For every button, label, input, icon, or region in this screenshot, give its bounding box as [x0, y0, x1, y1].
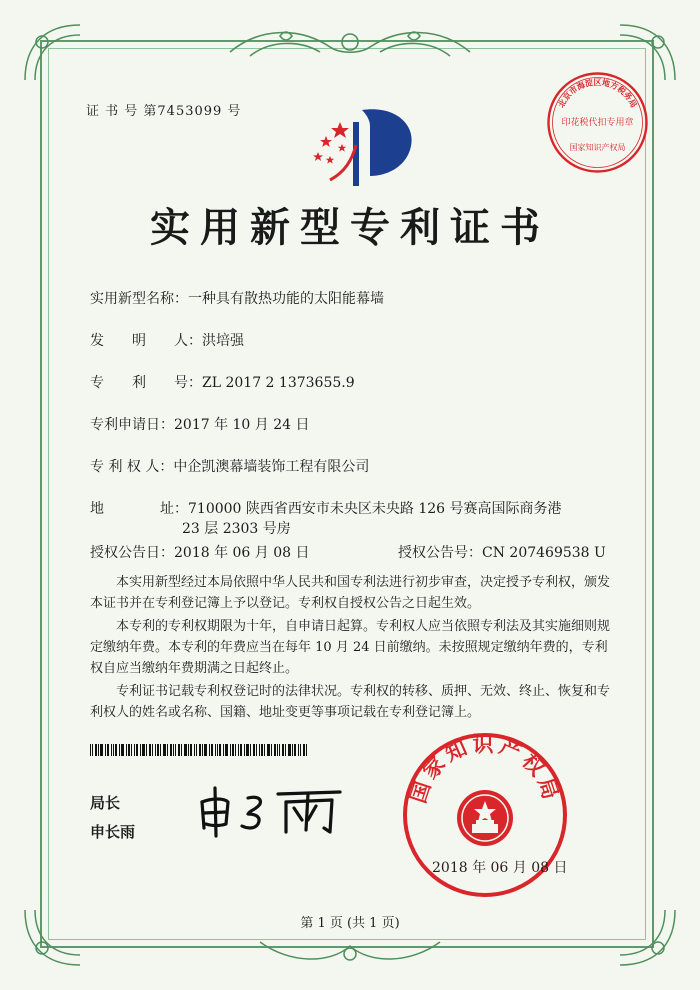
page-title: 实用新型专利证书: [150, 204, 550, 251]
patentee-row: [90, 456, 369, 476]
patent-number-value: ZL 2017 2 1373655.9: [202, 375, 355, 391]
page-number: 第 1 页 (共 1 页): [300, 916, 400, 931]
application-date-row: [90, 414, 310, 434]
body-paragraph-2: 本专利的专利权期限为十年，自申请日起算。专利权人应当依照专利法及其实施细则规定缴纳年费。本专利的年费应当在每年 10 月 24 日前缴纳。未按照规定缴纳年费的，专利权自应当缴纳年费期满之日起终止。: [90, 619, 611, 676]
patent-number-row: [90, 372, 355, 392]
bottom-ornament-icon: [250, 934, 450, 968]
address-line-1: 710000 陕西省西安市未央区未央路 126 号赛高国际商务港: [188, 501, 562, 517]
director-title: 局长: [90, 794, 121, 812]
seal-date: 2018 年 06 月 08 日: [432, 860, 568, 876]
utility-model-name-row: [90, 288, 384, 308]
grant-date-value: 2018 年 06 月 08 日: [174, 545, 310, 561]
grant-date-row: [90, 542, 310, 562]
application-date-label: 专利申请日：: [90, 417, 174, 433]
inventor-row: [90, 330, 244, 350]
grant-number-label: 授权公告号：: [398, 545, 482, 561]
grant-date-label: 授权公告日：: [90, 545, 174, 561]
director-name: 申长雨: [90, 823, 136, 841]
inventor-label: 发 明 人：: [90, 333, 202, 349]
patentee-label: 专 利 权 人：: [90, 459, 174, 475]
application-date-value: 2017 年 10 月 24 日: [174, 417, 310, 433]
patent-office-logo-icon: [300, 100, 420, 190]
certificate-body: [90, 572, 614, 725]
signature-icon: [190, 780, 350, 840]
corner-ornament-icon: [20, 20, 90, 90]
address-line-2: 23 层 2303 号房: [182, 521, 291, 537]
tax-seal-center-text: 印花税代扣专用章: [561, 118, 634, 128]
grant-number-value: CN 207469538 U: [482, 545, 606, 561]
tax-seal-icon: [545, 70, 650, 175]
patentee-value: 中企凯澳幕墙装饰工程有限公司: [173, 459, 370, 475]
official-seal-ring-text: 国家知识产权局: [406, 732, 564, 807]
address-label: 地 址：: [90, 501, 188, 517]
corner-ornament-icon: [20, 900, 90, 970]
utility-model-name-value: 一种具有散热功能的太阳能幕墙: [188, 291, 384, 307]
patent-number-label: 专 利 号：: [90, 375, 202, 391]
grant-number-row: [398, 542, 606, 562]
inventor-value: 洪培强: [202, 333, 244, 349]
certificate-number: 证 书 号 第7453099 号: [86, 104, 242, 119]
body-paragraph-1: 本实用新型经过本局依照中华人民共和国专利法进行初步审查，决定授予专利权，颁发本证书并在专利登记簿上予以登记。专利权自授权公告之日起生效。: [90, 575, 611, 611]
body-paragraph-3: 专利证书记载专利权登记时的法律状况。专利权的转移、质押、无效、终止、恢复和专利权人的姓名或名称、国籍、地址变更等事项记载在专利登记簿上。: [90, 684, 611, 720]
top-ornament-icon: [220, 22, 480, 66]
tax-seal-ring-text: 北京市海淀区地方税务局: [556, 77, 639, 110]
barcode-icon: [90, 744, 310, 756]
utility-model-name-label: 实用新型名称：: [90, 291, 188, 307]
address-row: [90, 498, 562, 518]
corner-ornament-icon: [610, 900, 680, 970]
tax-seal-bottom-text: 国家知识产权局: [569, 143, 626, 152]
